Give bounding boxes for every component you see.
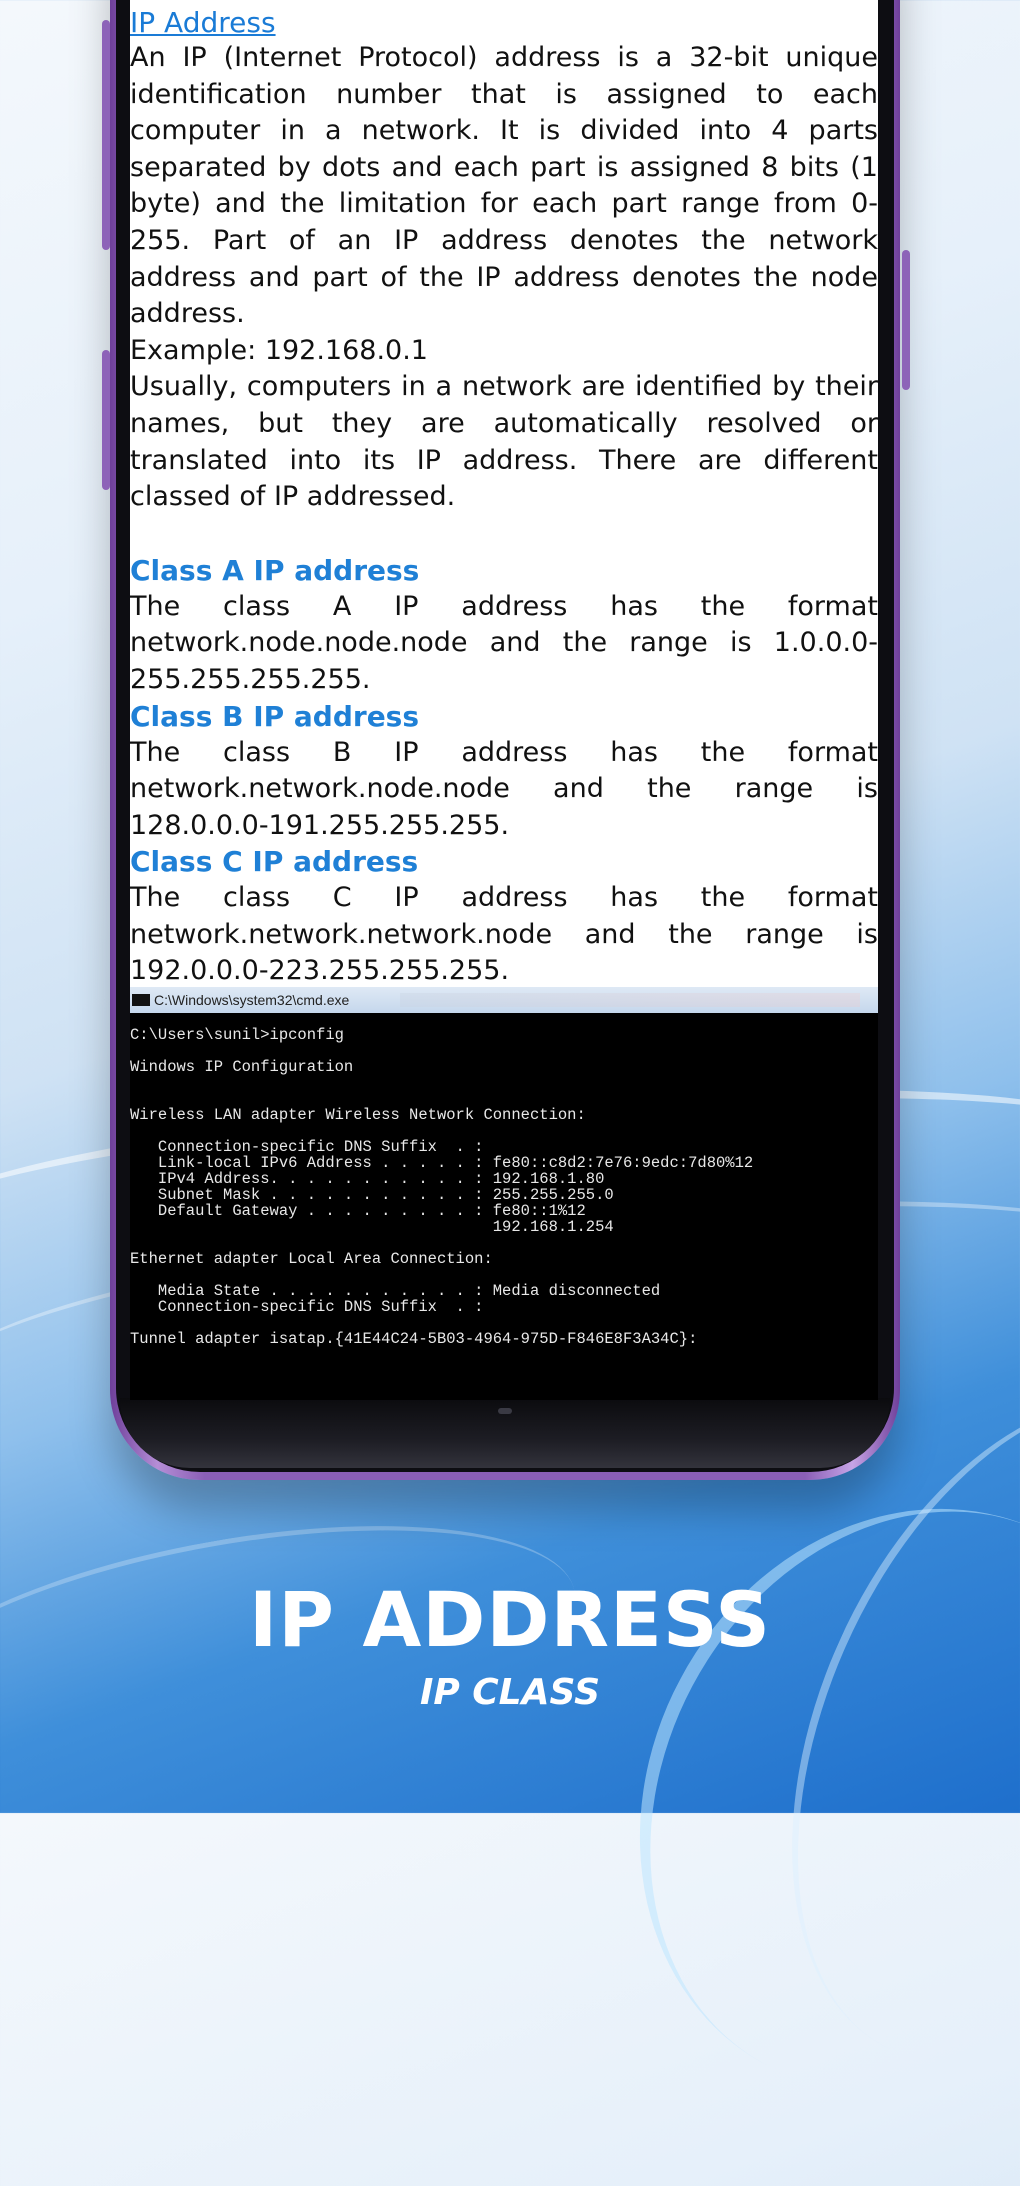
phone-screen[interactable] [130,0,878,1400]
cmd-icon [132,994,150,1006]
class-b-heading: Class B IP address [130,699,420,733]
article-intro: An IP (Internet Protocol) address is a 32-bit unique identification number that is assigned to each computer in a network. It is divided into 4 parts separated by dots and each part is assigned 8 bits (1 byte) and the limitation for each part range from 0-255. Part of an IP address denotes the network address and part of the IP address denotes the node address. [130,42,878,330]
article-example: Example: 192.168.0.1 [130,334,428,366]
power-button [902,250,910,390]
article-usually: Usually, computers in a network are identified by their names, but they are automatically resolved or translated into its IP address. There are different classed of IP addressed. [130,371,878,513]
class-c-heading: Class C IP address [130,845,419,879]
class-c-text: The class C IP address has the format network.network.network.node and the range is 192.0.0.0-223.255.255.255. [130,882,878,987]
class-a-text: The class A IP address has the format network.node.node.node and the range is 1.0.0.0-255.255.255.255. [130,590,878,695]
bixby-button [102,350,110,490]
cmd-titlebar [130,987,878,1013]
article-heading-link[interactable]: IP Address [130,6,276,39]
home-indicator [498,1408,512,1414]
promo-title: IP ADDRESS [249,1575,771,1664]
cmd-screenshot [130,987,878,1400]
cmd-title: C:\Windows\system32\cmd.exe [154,992,350,1008]
promo-subtitle: IP CLASS [419,1672,601,1713]
cmd-output: C:\Users\sunil>ipconfig Windows IP Configuration Wireless LAN adapter Wireless Network Connection: Connection-specific DNS Suffix . : Link-local IPv6 Address . . . . . : fe80::c8d2:7e76:9edc:7d80%12 IPv4 Address. . . . . . . . . . . : 192.168.1.80 Subnet Mask . . . . . . . . . . . : 255.255.255.0 Default Gateway . . . . . . . . . : fe80::1%12 192.168.1.254 Ethernet adapter Local Area Connection: Media State . . . . . . . . . . . : Media disconnected Connection-specific DNS Suffix . : Tunnel adapter isatap.{41E44C24-5B03-4964-975D-F846E8F3A34C}: [130,1026,754,1348]
class-a-heading: Class A IP address [130,553,420,587]
volume-button [102,20,110,250]
class-b-text: The class B IP address has the format network.network.node.node and the range is 128.0.0.0-191.255.255.255. [130,736,878,841]
background-wave [539,1414,1020,2185]
article-content [130,0,878,990]
taskbar-ghost [400,993,860,1007]
